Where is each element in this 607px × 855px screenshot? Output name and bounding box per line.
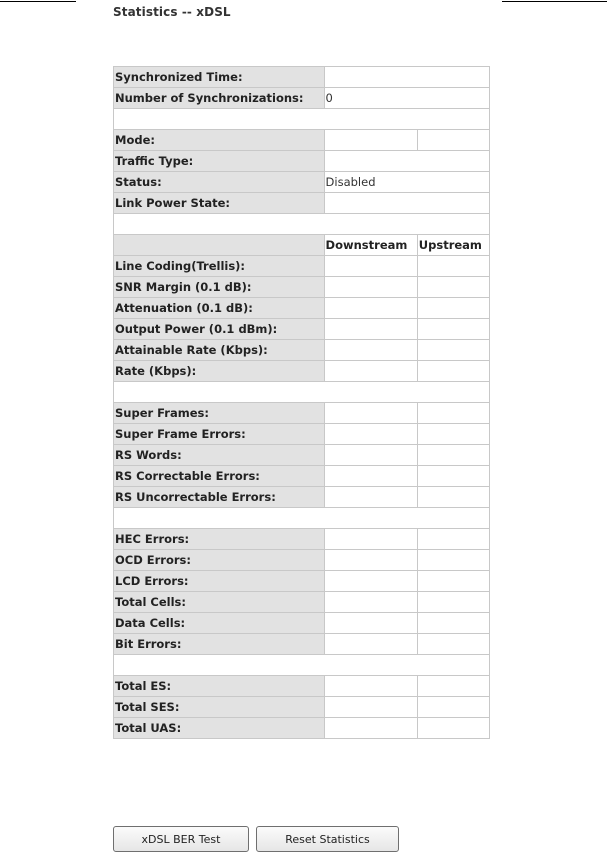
hec-errors-upstream-value: [418, 529, 489, 549]
rs-words-downstream-value: [325, 445, 417, 465]
snr-margin-downstream-value: [325, 277, 417, 297]
super-frames-upstream-value: [418, 403, 489, 423]
column-header-row: [114, 235, 489, 255]
row-lcd-errors: [114, 571, 489, 591]
downstream-header: Downstream: [325, 235, 417, 255]
total-uas-downstream-value: [325, 718, 417, 738]
synchronized-time-value: [325, 67, 489, 87]
data-cells-upstream-value: [418, 613, 489, 633]
row-bit-errors: [114, 634, 489, 654]
total-cells-upstream-value: [418, 592, 489, 612]
spacer-row: [114, 214, 489, 234]
line-coding-downstream-value: [325, 256, 417, 276]
row-status: [114, 172, 489, 192]
total-es-downstream-value: [325, 676, 417, 696]
row-data-cells: [114, 613, 489, 633]
link-power-state-label: Link Power State:: [114, 193, 324, 213]
traffic-type-value: [325, 151, 489, 171]
line-coding-upstream-value: [418, 256, 489, 276]
rs-correctable-errors-upstream-value: [418, 466, 489, 486]
attainable-rate-upstream-value: [418, 340, 489, 360]
upstream-header: Upstream: [418, 235, 489, 255]
ocd-errors-upstream-value: [418, 550, 489, 570]
status-label: Status:: [114, 172, 324, 192]
output-power-downstream-value: [325, 319, 417, 339]
rs-correctable-errors-label: RS Correctable Errors:: [114, 466, 324, 486]
row-total-cells: [114, 592, 489, 612]
lcd-errors-label: LCD Errors:: [114, 571, 324, 591]
total-ses-downstream-value: [325, 697, 417, 717]
line-stats-group: [114, 256, 489, 381]
page-title: Statistics -- xDSL: [113, 5, 231, 19]
xdsl-ber-test-button[interactable]: xDSL BER Test: [113, 826, 249, 852]
total-cells-label: Total Cells:: [114, 592, 324, 612]
attainable-rate-downstream-value: [325, 340, 417, 360]
total-ses-label: Total SES:: [114, 697, 324, 717]
spacer-row: [114, 655, 489, 675]
snr-margin-label: SNR Margin (0.1 dB):: [114, 277, 324, 297]
xdsl-statistics-table: [113, 66, 490, 739]
cell-stats-group: [114, 529, 489, 654]
super-frame-errors-upstream-value: [418, 424, 489, 444]
rs-uncorrectable-errors-upstream-value: [418, 487, 489, 507]
rate-label: Rate (Kbps):: [114, 361, 324, 381]
top-rule-right: [502, 1, 607, 2]
mode-value: [325, 130, 417, 150]
frame-stats-group: [114, 403, 489, 507]
row-super-frame-errors: [114, 424, 489, 444]
row-total-uas: [114, 718, 489, 738]
snr-margin-upstream-value: [418, 277, 489, 297]
bit-errors-label: Bit Errors:: [114, 634, 324, 654]
row-total-ses: [114, 697, 489, 717]
column-header-blank: [114, 235, 324, 255]
total-es-label: Total ES:: [114, 676, 324, 696]
row-rate: [114, 361, 489, 381]
lcd-errors-downstream-value: [325, 571, 417, 591]
ocd-errors-label: OCD Errors:: [114, 550, 324, 570]
bit-errors-downstream-value: [325, 634, 417, 654]
row-attenuation: [114, 298, 489, 318]
row-hec-errors: [114, 529, 489, 549]
row-snr-margin: [114, 277, 489, 297]
data-cells-downstream-value: [325, 613, 417, 633]
top-rule-left: [0, 1, 76, 2]
super-frame-errors-downstream-value: [325, 424, 417, 444]
total-cells-downstream-value: [325, 592, 417, 612]
attenuation-downstream-value: [325, 298, 417, 318]
ocd-errors-downstream-value: [325, 550, 417, 570]
status-value: Disabled: [325, 172, 489, 192]
sync-count-label: Number of Synchronizations:: [114, 88, 324, 108]
attainable-rate-label: Attainable Rate (Kbps):: [114, 340, 324, 360]
super-frames-label: Super Frames:: [114, 403, 324, 423]
error-totals-group: [114, 676, 489, 738]
row-link-power-state: [114, 193, 489, 213]
row-line-coding: [114, 256, 489, 276]
spacer-row: [114, 508, 489, 528]
row-attainable-rate: [114, 340, 489, 360]
lcd-errors-upstream-value: [418, 571, 489, 591]
row-total-es: [114, 676, 489, 696]
rs-words-upstream-value: [418, 445, 489, 465]
super-frames-downstream-value: [325, 403, 417, 423]
traffic-type-label: Traffic Type:: [114, 151, 324, 171]
rate-downstream-value: [325, 361, 417, 381]
row-rs-uncorrectable-errors: [114, 487, 489, 507]
spacer-row: [114, 382, 489, 402]
rate-upstream-value: [418, 361, 489, 381]
row-mode: [114, 130, 489, 150]
output-power-upstream-value: [418, 319, 489, 339]
hec-errors-downstream-value: [325, 529, 417, 549]
super-frame-errors-label: Super Frame Errors:: [114, 424, 324, 444]
rs-words-label: RS Words:: [114, 445, 324, 465]
row-output-power: [114, 319, 489, 339]
mode-value-extra: [418, 130, 489, 150]
line-coding-label: Line Coding(Trellis):: [114, 256, 324, 276]
spacer-row: [114, 109, 489, 129]
sync-count-value: 0: [325, 88, 489, 108]
mode-label: Mode:: [114, 130, 324, 150]
row-traffic-type: [114, 151, 489, 171]
data-cells-label: Data Cells:: [114, 613, 324, 633]
row-synchronized-time: [114, 67, 489, 87]
output-power-label: Output Power (0.1 dBm):: [114, 319, 324, 339]
row-rs-words: [114, 445, 489, 465]
synchronized-time-label: Synchronized Time:: [114, 67, 324, 87]
link-power-state-value: [325, 193, 489, 213]
attenuation-label: Attenuation (0.1 dB):: [114, 298, 324, 318]
total-uas-upstream-value: [418, 718, 489, 738]
row-super-frames: [114, 403, 489, 423]
rs-correctable-errors-downstream-value: [325, 466, 417, 486]
rs-uncorrectable-errors-label: RS Uncorrectable Errors:: [114, 487, 324, 507]
row-number-of-synchronizations: [114, 88, 489, 108]
reset-statistics-button[interactable]: Reset Statistics: [256, 826, 399, 852]
total-es-upstream-value: [418, 676, 489, 696]
bit-errors-upstream-value: [418, 634, 489, 654]
row-ocd-errors: [114, 550, 489, 570]
total-ses-upstream-value: [418, 697, 489, 717]
attenuation-upstream-value: [418, 298, 489, 318]
total-uas-label: Total UAS:: [114, 718, 324, 738]
hec-errors-label: HEC Errors:: [114, 529, 324, 549]
row-rs-correctable-errors: [114, 466, 489, 486]
rs-uncorrectable-errors-downstream-value: [325, 487, 417, 507]
